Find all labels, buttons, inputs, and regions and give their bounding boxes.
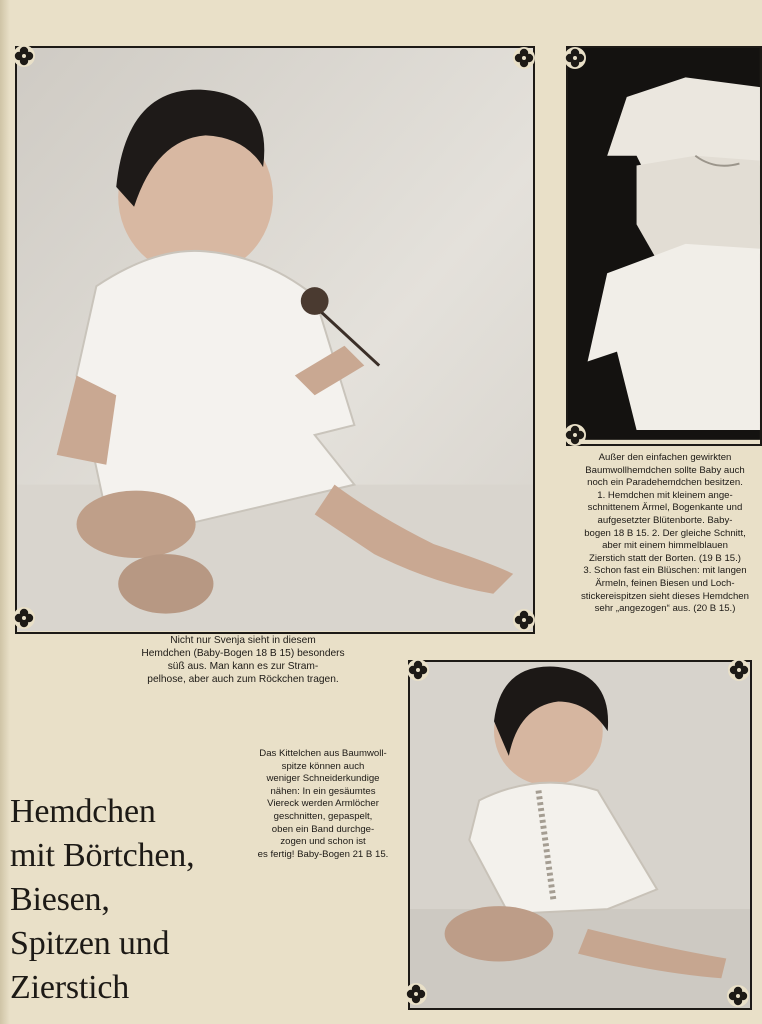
photo-svenja-image [17, 48, 533, 631]
caption-line: 1. Hemdchen mit kleinem ange- [597, 489, 733, 501]
caption-line: Nicht nur Svenja sieht in diesem [170, 635, 316, 646]
page-edge [0, 0, 10, 1024]
caption-line: Zierstich statt der Borten. (19 B 15.) [589, 552, 741, 564]
caption-line: stickereispitzen sieht dieses Hemdchen [581, 590, 749, 602]
caption-line: bogen 18 B 15. 2. Der gleiche Schnitt, [584, 527, 746, 539]
quatrefoil-ornament-icon [405, 983, 427, 1005]
caption-garments [572, 452, 758, 616]
caption-line: Baumwollhemdchen sollte Baby auch [585, 464, 745, 476]
quatrefoil-ornament-icon [13, 45, 35, 67]
caption-line: schnittenem Ärmel, Bogenkante und [587, 502, 743, 514]
photo-svenja [15, 46, 535, 634]
headline-line: mit Börtchen, [10, 837, 195, 874]
caption-line: Ärmeln, feinen Biesen und Loch- [595, 577, 735, 589]
caption-line: aber mit einem himmelblauen [602, 540, 728, 552]
caption-line: oben ein Band durchge- [271, 823, 375, 835]
caption-line: Außer den einfachen gewirkten [598, 452, 732, 463]
caption-line: Hemdchen (Baby-Bogen 18 B 15) besonders [141, 648, 345, 659]
quatrefoil-ornament-icon [564, 47, 586, 69]
article-headline [10, 790, 310, 1010]
caption-line: süß aus. Man kann es zur Stram- [167, 661, 319, 672]
photo-garments-image [568, 48, 760, 440]
caption-line: Viereck werden Armlöcher [267, 798, 379, 810]
caption-svenja [118, 634, 368, 686]
quatrefoil-ornament-icon [513, 47, 535, 69]
caption-line: 3. Schon fast ein Blüschen: mit langen [583, 565, 747, 577]
caption-line: Das Kittelchen aus Baumwoll- [259, 748, 387, 759]
photo-garments [566, 46, 762, 446]
caption-line: spitze können auch [281, 760, 365, 772]
photo-kittelchen-image [410, 662, 750, 1008]
caption-line: nähen: In ein gesäumtes [270, 785, 376, 797]
quatrefoil-ornament-icon [13, 607, 35, 629]
caption-line: zogen und schon ist [280, 836, 366, 848]
caption-line: geschnitten, gepaspelt, [273, 810, 373, 822]
quatrefoil-ornament-icon [513, 609, 535, 631]
caption-line: es fertig! Baby-Bogen 21 B 15. [257, 848, 389, 860]
headline-line: Spitzen und [10, 925, 170, 962]
headline-line: Hemdchen [10, 793, 156, 830]
caption-line: pelhose, aber auch zum Röckchen tragen. [147, 674, 339, 685]
caption-line: aufgesetzter Blütenborte. Baby- [597, 514, 733, 526]
caption-line: noch ein Paradehemdchen besitzen. [587, 477, 743, 489]
photo-kittelchen [408, 660, 752, 1010]
quatrefoil-ornament-icon [728, 659, 750, 681]
caption-line: weniger Schneiderkundige [266, 773, 380, 785]
headline-line: Zierstich [10, 969, 130, 1006]
headline-line: Biesen, [10, 881, 110, 918]
quatrefoil-ornament-icon [727, 985, 749, 1007]
quatrefoil-ornament-icon [564, 424, 586, 446]
quatrefoil-ornament-icon [407, 659, 429, 681]
caption-line: sehr „angezogen“ aus. (20 B 15.) [594, 603, 736, 615]
